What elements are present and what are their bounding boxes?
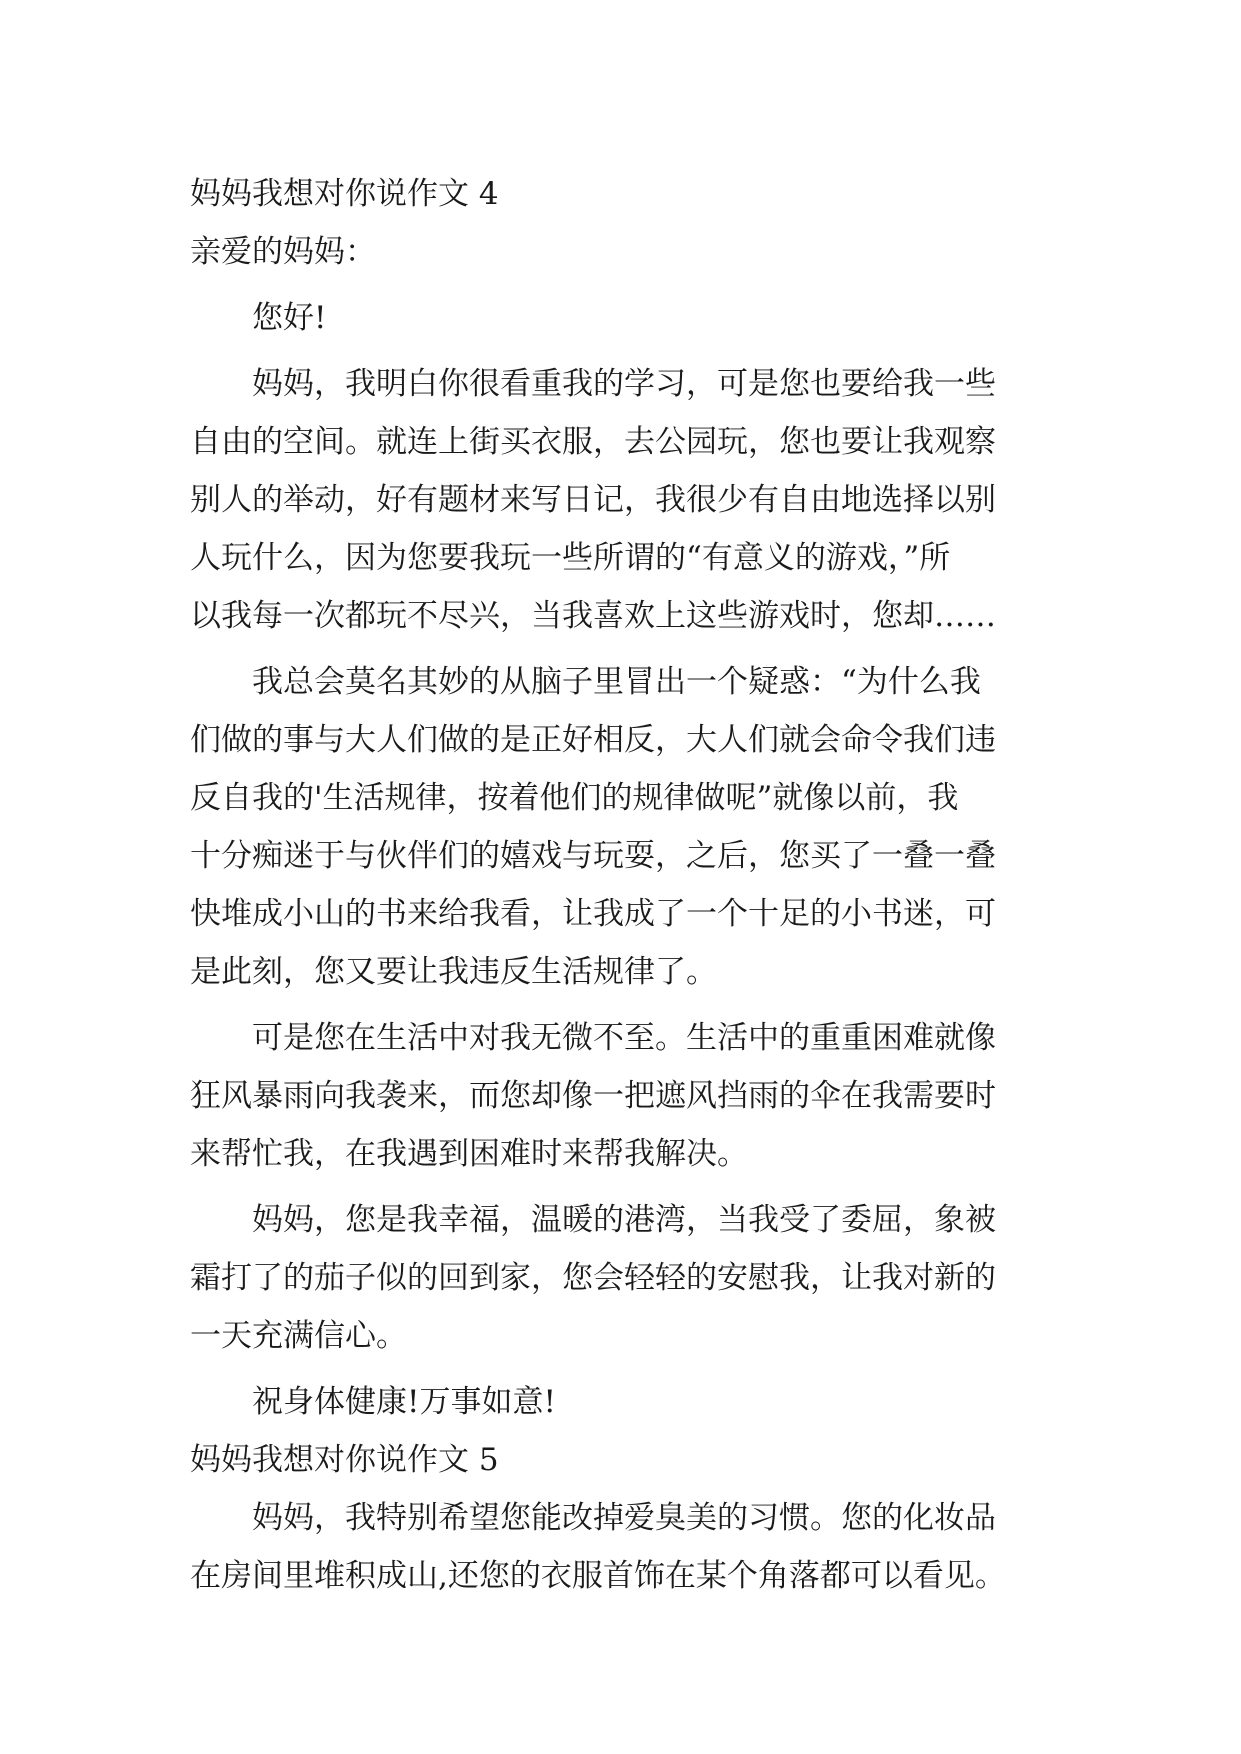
greeting: 您好! [252,300,327,336]
salutation: 亲爱的妈妈： [190,234,376,270]
paragraph-line: 妈妈，我明白你很看重我的学习，可是您也要给我一些 [252,366,996,402]
closing-wish: 祝身体健康!万事如意! [252,1384,556,1420]
paragraph-3 [190,1009,1060,1183]
paragraph-line: 人玩什么，因为您要我玩一些所谓的“有意义的游戏，”所 [190,540,951,576]
document-page [190,165,1060,1613]
paragraph-line: 是此刻，您又要让我违反生活规律了。 [190,954,717,990]
paragraph-line: 一天充满信心。 [190,1318,407,1354]
paragraph-5 [190,1489,1060,1605]
essay-heading-5: 妈妈我想对你说作文 5 [190,1442,499,1478]
paragraph-1 [190,355,1060,645]
paragraph-line: 来帮忙我，在我遇到困难时来帮我解决。 [190,1136,748,1172]
paragraph-line: 反自我的'生活规律，按着他们的规律做呢”就像以前，我 [190,780,959,816]
paragraph-line: 在房间里堆积成山,还您的衣服首饰在某个角落都可以看见。 [190,1558,1006,1594]
paragraph-line: 我总会莫名其妙的从脑子里冒出一个疑惑：“为什么我 [252,664,981,700]
essay-heading-4: 妈妈我想对你说作文 4 [190,176,499,212]
paragraph-line: 们做的事与大人们做的是正好相反，大人们就会命令我们违 [190,722,996,758]
paragraph-line: 别人的举动，好有题材来写日记，我很少有自由地选择以别 [190,482,996,518]
paragraph-line: 十分痴迷于与伙伴们的嬉戏与玩耍，之后，您买了一叠一叠 [190,838,996,874]
paragraph-line: 妈妈，我特别希望您能改掉爱臭美的习惯。您的化妆品 [252,1500,996,1536]
paragraph-line: 霜打了的茄子似的回到家，您会轻轻的安慰我，让我对新的 [190,1260,996,1296]
paragraph-line: 妈妈，您是我幸福，温暖的港湾，当我受了委屈，象被 [252,1202,996,1238]
paragraph-line: 可是您在生活中对我无微不至。生活中的重重困难就像 [252,1020,996,1056]
paragraph-line: 自由的空间。就连上街买衣服，去公园玩，您也要让我观察 [190,424,996,460]
paragraph-line: 以我每一次都玩不尽兴，当我喜欢上这些游戏时，您却…… [190,598,996,634]
paragraph-line: 狂风暴雨向我袭来，而您却像一把遮风挡雨的伞在我需要时 [190,1078,996,1114]
paragraph-4 [190,1191,1060,1365]
paragraph-line: 快堆成小山的书来给我看，让我成了一个十足的小书迷，可 [190,896,996,932]
paragraph-2 [190,653,1060,1001]
